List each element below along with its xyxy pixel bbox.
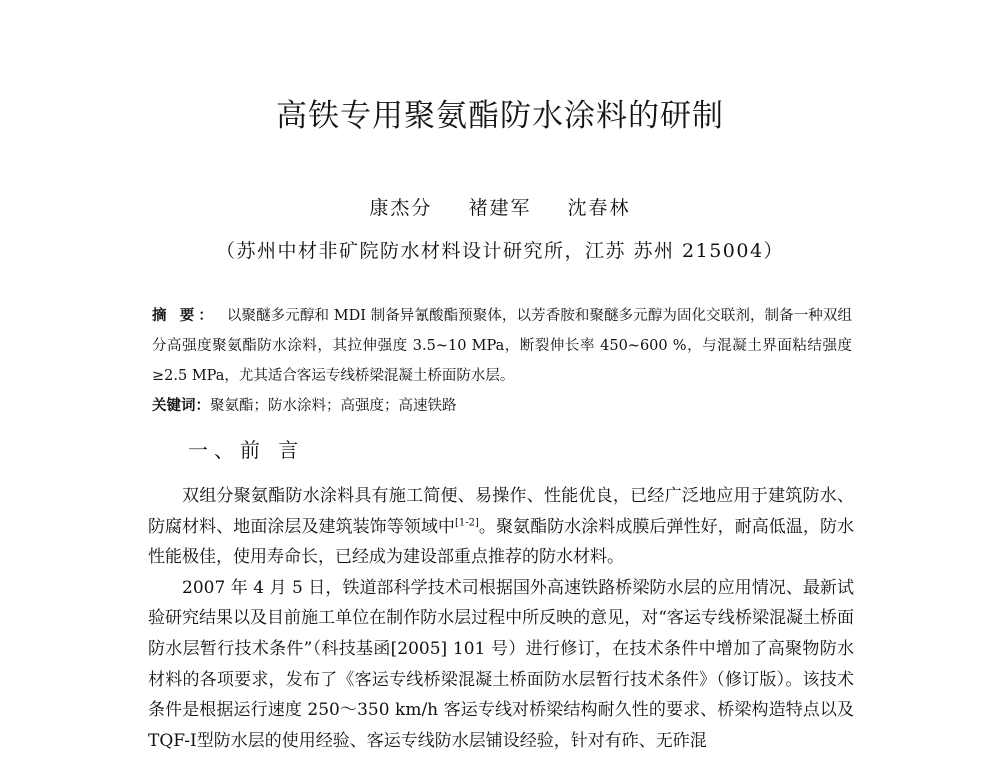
body-text bbox=[148, 481, 854, 756]
paper-title: 高铁专用聚氨酯防水涂料的研制 bbox=[276, 98, 724, 134]
author-name: 沈春林 bbox=[567, 197, 631, 219]
paragraph: 2007 年 4 月 5 日，铁道部科学技术司根据国外高速铁路桥梁防水层的应用情况、最新试验研究结果以及目前施工单位在制作防水层过程中所反映的意见，对“客运专线桥梁混凝土桥面防水层暂行技术条件”（科技基函[2005] 101 号）进行修订，在技术条件中增加了高聚物防水材料的各项要求，发布了《客运专线桥梁混凝土桥面防水层暂行技术条件》（修订版）。该技术条件是根据运行速度 250～350 km/h 客运专线对桥梁结构耐久性的要求、桥梁构造特点以及 TQF-Ⅰ型防水层的使用经验、客运专线防水层铺设经验，针对有砟、无砟混 bbox=[148, 577, 854, 751]
paragraph bbox=[148, 481, 854, 573]
abstract-label: 摘 要： bbox=[152, 307, 217, 324]
author-name: 褚建军 bbox=[468, 197, 532, 219]
citation-ref: [1-2] bbox=[454, 516, 479, 528]
paragraph-text: 。聚氨酯防水涂料成膜后弹性好，耐高低温，防水性能极佳，使用寿命长，已经成为建设部重点推荐的防水材料。 bbox=[148, 516, 855, 568]
abstract bbox=[152, 301, 852, 391]
section-heading: 一、前 言 bbox=[188, 438, 305, 462]
author-list bbox=[0, 193, 1000, 220]
paragraph-text: 双组分聚氨酯防水涂料具有施工简便、易操作、性能优良，已经广泛地应用于建筑防水、防腐材料、地面涂层及建筑装饰等领域中 bbox=[148, 486, 854, 537]
author-affiliation: （苏州中材非矿院防水材料设计研究所，江苏 苏州 215004） bbox=[215, 240, 785, 262]
keywords-label: 关键词： bbox=[152, 397, 210, 414]
abstract-text: 以聚醚多元醇和 MDI 制备异氰酸酯预聚体，以芳香胺和聚醚多元醇为固化交联剂，制备一种双组分高强度聚氨酯防水涂料，其拉伸强度 3.5~10 MPa，断裂伸长率 450~600 %，与混凝土界面粘结强度≥2.5 MPa，尤其适合客运专线桥梁混凝土桥面防水层。 bbox=[152, 308, 852, 384]
author-name: 康杰分 bbox=[369, 197, 433, 219]
keywords bbox=[152, 392, 852, 420]
keywords-text: 聚氨酯；防水涂料；高强度；高速铁路 bbox=[210, 398, 457, 414]
